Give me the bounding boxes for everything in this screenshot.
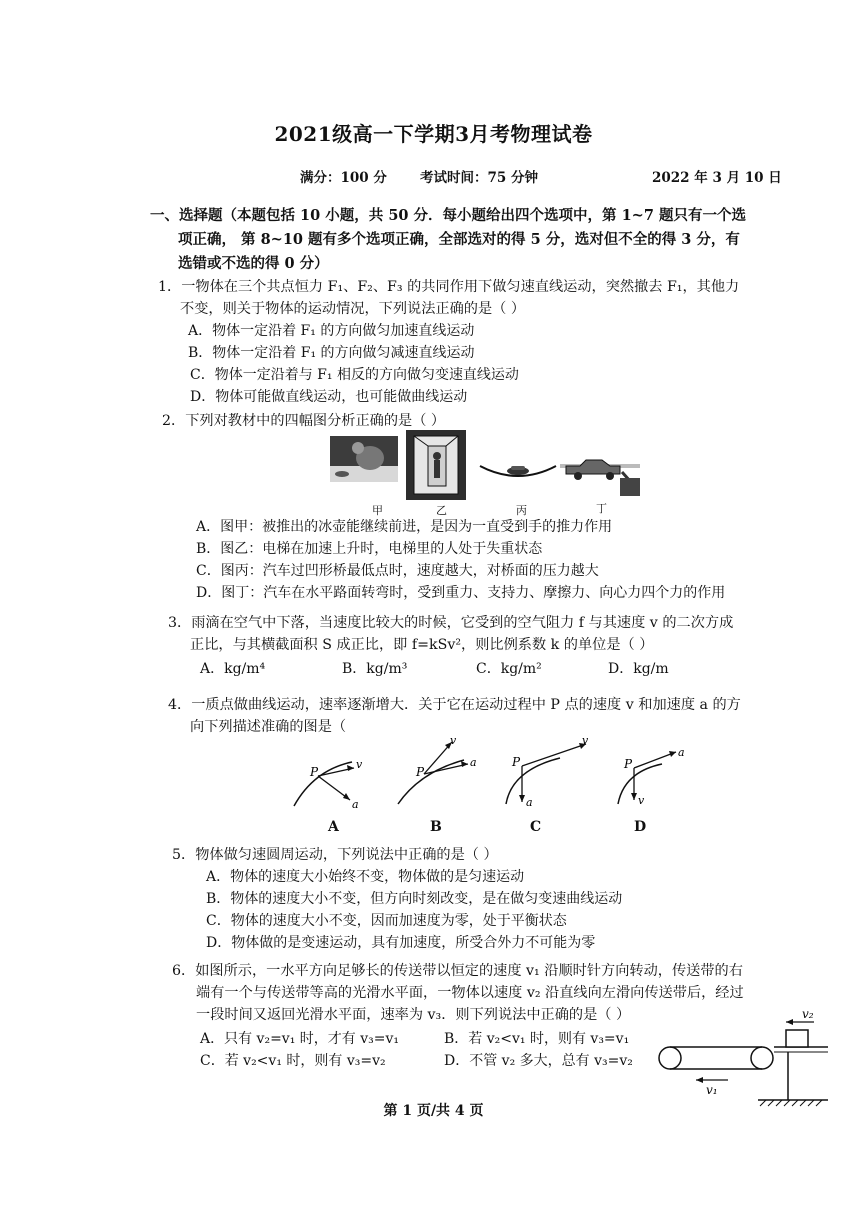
q6-v1-label: v₁ [706,1083,718,1097]
fig-label-bing: 丙 [516,504,527,517]
curling-photo [330,436,398,482]
q4-b-v-label: v [450,736,457,747]
fig-label-yi: 乙 [436,504,447,517]
q5-option-c: C．物体的速度大小不变，因而加速度为零，处于平衡状态 [206,913,567,929]
elevator-photo [406,430,466,500]
q5-option-b: B．物体的速度大小不变，但方向时刻改变，是在做匀变速曲线运动 [206,891,623,907]
q2-stem: 2．下列对教材中的四幅图分析正确的是（ ） [162,413,446,429]
q1-option-d: D．物体可能做直线运动，也可能做曲线运动 [190,389,468,405]
q5-option-a: A．物体的速度大小始终不变，物体做的是匀速运动 [206,869,525,885]
q4-a-p-label: P [310,765,319,779]
q4-b-p-label: P [416,765,425,779]
q1-option-a: A．物体一定沿着 F₁ 的方向做匀加速直线运动 [188,323,475,339]
section-1-line-1: 一、选择题（本题包括 10 小题，共 50 分．每小题给出四个选项中，第 1~7 题只有一个选 [150,207,746,224]
q3-stem-line-1: 3．雨滴在空气中下落，当速度比较大的时候，它受到的空气阻力 f 与其速度 v 的二次方成 [168,615,734,631]
q4-fig-label-b: B [430,819,442,835]
q4-fig-label-a: A [328,819,339,835]
elevator-photo-drawing [406,430,466,500]
q4-b-a-label: a [470,756,477,769]
page-title: 2021级高一下学期3月考物理试卷 [274,122,593,146]
q4-diagram-a [290,746,370,812]
q6-v2-label: v₂ [802,1008,814,1021]
meta-date: 2022 年 3 月 10 日 [652,170,782,186]
q6-option-b: B．若 v₂<v₁ 时，则有 v₃=v₁ [444,1031,630,1047]
q6-option-a: A．只有 v₂=v₁ 时，才有 v₃=v₁ [200,1031,400,1047]
q4-c-p-label: P [512,755,521,769]
q4-diagram-c [500,734,600,810]
q3-stem-line-2: 正比，与其横截面积 S 成正比，即 f=kSv²，则比例系数 k 的单位是（ ） [190,637,654,653]
q1-stem-line-1: 1．一物体在三个共点恒力 F₁、F₂、F₃ 的共同作用下做匀速直线运动，突然撤去 F₁，其他力 [158,279,740,295]
q6-option-c: C．若 v₂<v₁ 时，则有 v₃=v₂ [200,1053,386,1069]
q3-option-d: D．kg/m [608,661,669,677]
concave-bridge-drawing [478,458,558,488]
conveyor-belt-diagram [650,1008,830,1108]
q4-d-a-label: a [678,746,685,759]
q1-option-c: C．物体一定沿着与 F₁ 相反的方向做匀变速直线运动 [190,367,519,383]
q4-stem-line-1: 4．一质点做曲线运动，速率逐渐增大．关于它在运动过程中 P 点的速度 v 和加速度 a 的方 [168,697,741,713]
q3-option-b: B．kg/m³ [342,661,408,677]
section-1-line-2: 项正确， 第 8~10 题有多个选项正确，全部选对的得 5 分，选对但不全的得 3 分，有 [178,231,740,248]
q4-fig-label-c: C [530,819,542,835]
q4-d-v-label: v [638,794,645,807]
q4-diagram-b [394,736,484,808]
fig-label-jia: 甲 [372,504,383,517]
meta-score: 满分：100 分 [300,170,387,186]
q3-option-c: C．kg/m² [476,661,542,677]
q4-c-a-label: a [526,796,533,809]
q1-option-b: B．物体一定沿着 F₁ 的方向做匀减速直线运动 [188,345,475,361]
q6-stem-line-2: 端有一个与传送带等高的光滑水平面，一物体以速度 v₂ 沿直线向左滑向传送带后，经过 [196,985,744,1001]
q6-stem-line-1: 6．如图所示，一水平方向足够长的传送带以恒定的速度 v₁ 沿顺时针方向转动，传送带的右 [172,963,743,979]
q4-d-p-label: P [624,757,633,771]
q2-option-b: B．图乙：电梯在加速上升时，电梯里的人处于失重状态 [196,541,543,557]
q2-option-d: D．图丁：汽车在水平路面转弯时，受到重力、支持力、摩擦力、向心力四个力的作用 [196,585,726,601]
q3-option-a: A．kg/m⁴ [200,661,266,677]
q4-a-v-label: v [356,758,363,771]
section-1-line-3: 选错或不选的得 0 分） [178,255,329,272]
q2-option-c: C．图丙：汽车过凹形桥最低点时，速度越大，对桥面的压力越大 [196,563,599,579]
car-turning-drawing [560,450,640,496]
curling-photo-drawing [330,436,398,482]
q4-diagram-d [614,742,694,810]
page-footer: 第 1 页/共 4 页 [383,1103,484,1119]
q5-stem: 5．物体做匀速圆周运动，下列说法中正确的是（ ） [172,847,498,863]
fig-label-ding: 丁 [596,502,607,515]
q4-stem-line-2: 向下列描述准确的图是（ [190,719,347,735]
q2-option-a: A．图甲：被推出的冰壶能继续前进，是因为一直受到手的推力作用 [196,519,613,535]
q6-option-d: D．不管 v₂ 多大，总有 v₃=v₂ [444,1053,633,1069]
q6-stem-line-3: 一段时间又返回光滑水平面，速率为 v₃．则下列说法中正确的是（ ） [196,1007,631,1023]
q4-a-a-label: a [352,798,359,811]
q4-c-v-label: v [582,734,589,747]
q4-fig-label-d: D [634,819,647,835]
q1-stem-line-2: 不变，则关于物体的运动情况，下列说法正确的是（ ） [180,301,526,317]
q5-option-d: D．物体做的是变速运动，具有加速度，所受合外力不可能为零 [206,935,596,951]
meta-time: 考试时间：75 分钟 [420,170,538,186]
